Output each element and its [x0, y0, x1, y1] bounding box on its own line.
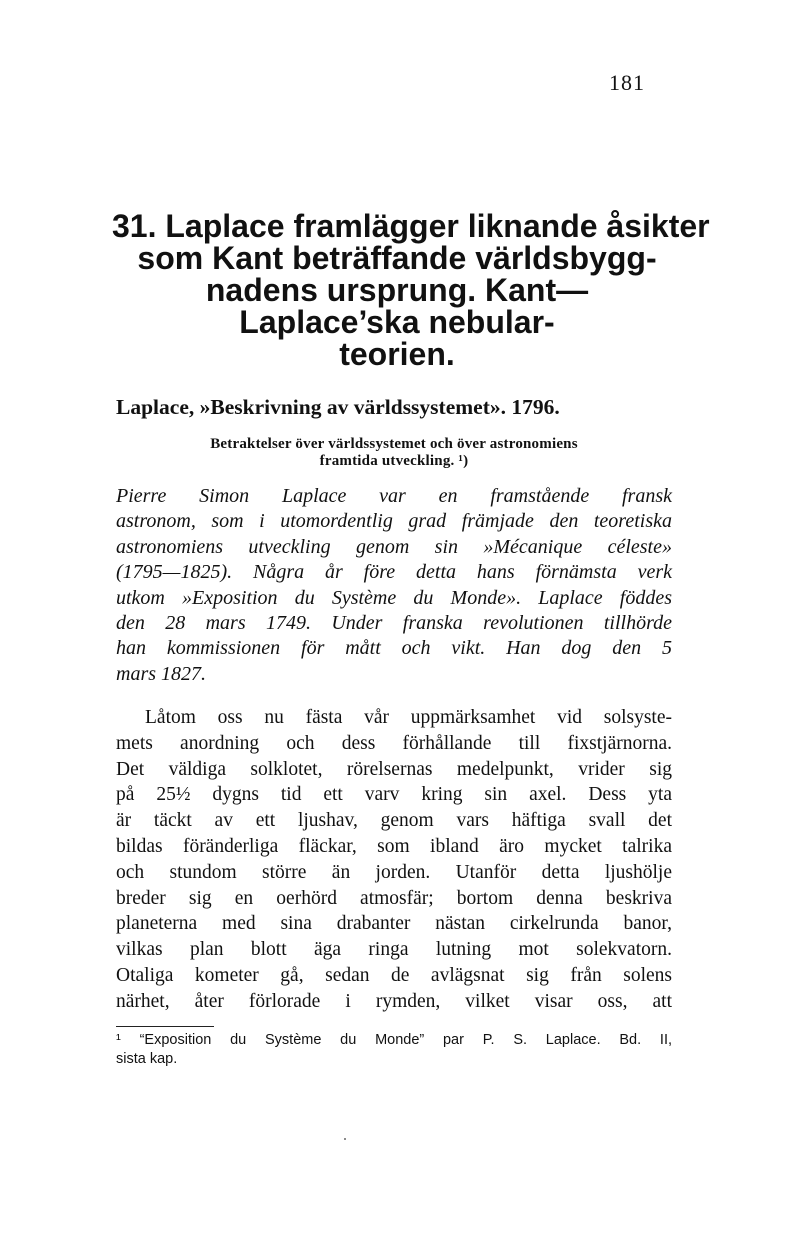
chapter-title-line: 31. Laplace framlägger liknande åsikter — [112, 208, 710, 244]
section-heading-line: framtida utveckling. ¹) — [319, 453, 469, 469]
body-line: och stundom större än jorden. Utanför detta ljushölje — [116, 861, 672, 883]
body-paragraph — [116, 705, 672, 1015]
intro-line: mars 1827. — [116, 662, 207, 685]
source-heading: Laplace, »Beskrivning av världssystemet». 1796. — [116, 395, 560, 419]
footnote-divider — [116, 1026, 214, 1027]
chapter-title-line: nadens ursprung. Kant— — [205, 272, 589, 308]
chapter-title-line: teorien. — [339, 336, 455, 372]
footnote-line: ¹ “Exposition du Système du Monde” par P. S. Laplace. Bd. II, — [116, 1032, 672, 1048]
body-line: är täckt av ett ljushav, genom vars häftiga svall det — [116, 810, 672, 832]
author-intro — [116, 484, 672, 687]
intro-line: astronom, som i utomordentlig grad främjade den teoretiska — [116, 510, 672, 533]
body-line: Det väldiga solklotet, rörelsernas medelpunkt, vrider sig — [116, 758, 672, 780]
section-heading — [116, 436, 672, 470]
body-line: på 25½ dygns tid ett varv kring sin axel. Dess yta — [116, 784, 672, 806]
footnote-line: sista kap. — [116, 1051, 178, 1067]
body-line: närhet, åter förlorade i rymden, vilket visar oss, att — [116, 990, 672, 1012]
section-heading-line: Betraktelser över världssystemet och över astronomiens — [210, 436, 578, 452]
intro-line: den 28 mars 1749. Under franska revolutionen tillhörde — [116, 612, 672, 635]
print-speck — [344, 1138, 346, 1140]
chapter-title — [112, 208, 710, 372]
body-line: mets anordning och dess förhållande till fixstjärnorna. — [116, 732, 672, 754]
intro-line: utkom »Exposition du Système du Monde». Laplace föddes — [116, 586, 672, 609]
chapter-title-line: som Kant beträffande världsbygg- — [137, 240, 657, 276]
body-line: Låtom oss nu fästa vår uppmärksamhet vid solsyste- — [145, 707, 672, 728]
intro-line: astronomiens utveckling genom sin »Mécanique céleste» — [116, 535, 672, 558]
page-number: 181 — [609, 70, 645, 95]
chapter-title-line: Laplace’ska nebular- — [239, 304, 555, 340]
intro-line: han kommissionen för mått och vikt. Han dog den 5 — [116, 637, 672, 660]
body-line: planeterna med sina drabanter nästan cirkelrunda banor, — [116, 913, 672, 935]
body-line: Otaliga kometer gå, sedan de avlägsnat sig från solens — [116, 964, 672, 986]
intro-line: (1795—1825). Några år före detta hans förnämsta verk — [116, 561, 672, 584]
footnote — [116, 1031, 672, 1069]
body-line: breder sig en oerhörd atmosfär; bortom denna beskriva — [116, 887, 672, 909]
body-line: bildas föränderliga fläckar, som ibland äro mycket talrika — [116, 835, 672, 857]
body-line: vilkas plan blott äga ringa lutning mot solekvatorn. — [116, 939, 672, 961]
intro-line: Pierre Simon Laplace var en framstående fransk — [116, 485, 672, 507]
